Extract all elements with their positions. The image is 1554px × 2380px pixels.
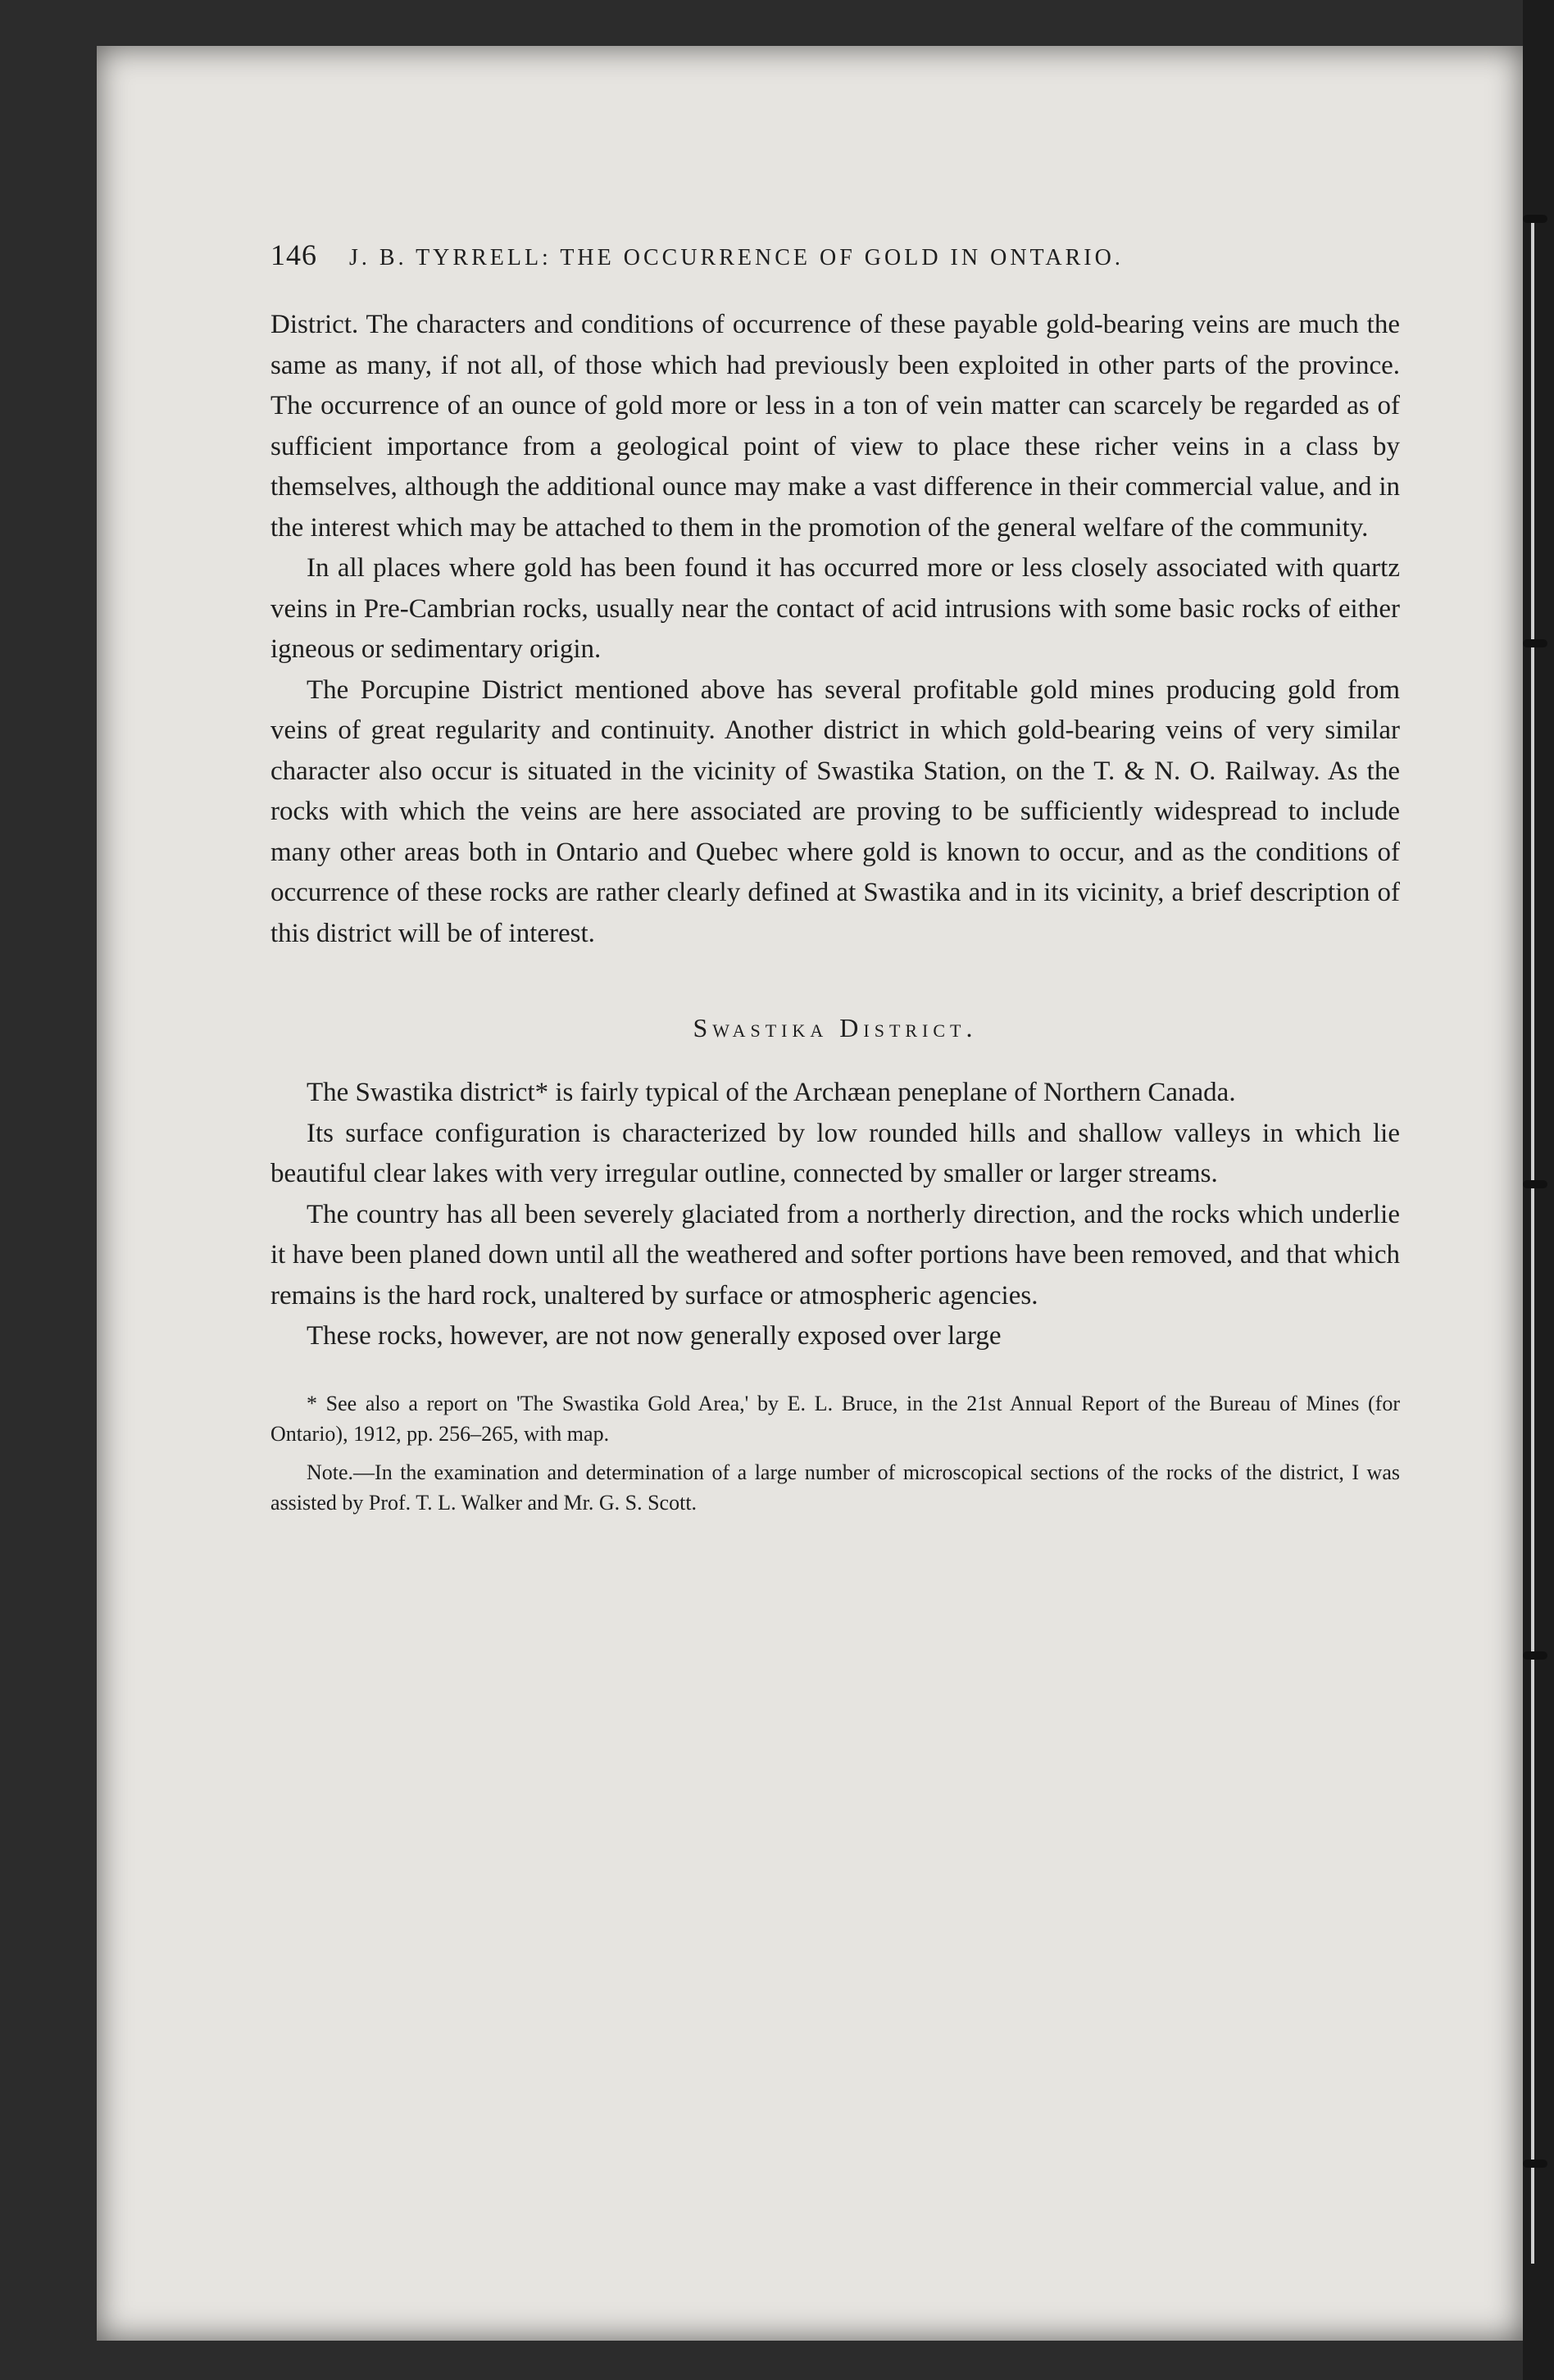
page-divider-line [1531, 215, 1534, 2264]
binding-mark [1523, 1180, 1547, 1188]
footnote: * See also a report on 'The Swastika Gold Area,' by E. L. Bruce, in the 21st Annual Report of the Bureau of Mines (for Ontario), 1912, pp. 256–265, with map. [270, 1391, 1400, 1446]
binding-mark [1523, 2160, 1547, 2168]
page-number: 146 [270, 238, 317, 271]
page-content [270, 238, 1400, 1526]
adjacent-page-edge [1523, 0, 1554, 2380]
body-paragraph: The Swastika district* is fairly typical of the Archæan peneplane of Northern Canada. [307, 1078, 1236, 1107]
body-paragraph: In all places where gold has been found it has occurred more or less closely associated with quartz veins in Pre-Cambrian rocks, usually near the contact of acid intrusions with some basic rocks of either igneous or sedimentary origin. [270, 553, 1400, 664]
body-paragraph: District. The characters and conditions of occurrence of these payable gold-bearing veins are much the same as many, if not all, of those which had previously been exploited in other parts of the province. The occurrence of an ounce of gold more or less in a ton of vein matter can scarcely be regarded as of sufficient importance from a geological point of view to place these richer veins in a class by themselves, although the additional ounce may make a vast difference in their commercial value, and in the interest which may be attached to them in the promotion of the general welfare of the community. [270, 310, 1400, 543]
body-paragraph: Its surface configuration is characterized by low rounded hills and shallow valleys in which lie beautiful clear lakes with very irregular outline, connected by smaller or larger streams. [270, 1118, 1400, 1188]
binding-mark [1523, 1651, 1547, 1660]
body-paragraph: These rocks, however, are not now generally exposed over large [307, 1321, 1002, 1351]
running-title: J. B. TYRRELL: THE OCCURRENCE OF GOLD IN ONTARIO. [349, 245, 1124, 270]
running-header [270, 238, 1400, 272]
binding-mark [1523, 639, 1547, 647]
body-paragraph: The Porcupine District mentioned above has several profitable gold mines producing gold from veins of great regularity and continuity. Another district in which gold-bearing veins of very similar character also occur is situated in the vicinity of Swastika Station, on the T. & N. O. Railway. As the rocks with which the veins are here associated are proving to be sufficiently widespread to include many other areas both in Ontario and Quebec where gold is known to occur, and as the conditions of occurrence of these rocks are rather clearly defined at Swastika and in its vicinity, a brief description of this district will be of interest. [270, 674, 1400, 948]
footnote: Note.—In the examination and determination of a large number of microscopical sections of the rocks of the district, I was assisted by Prof. T. L. Walker and Mr. G. S. Scott. [270, 1460, 1400, 1515]
body-paragraph: The country has all been severely glaciated from a northerly direction, and the rocks which underlie it have been planed down until all the weathered and softer portions have been removed, and that which remains is the hard rock, unaltered by surface or atmospheric agencies. [270, 1199, 1400, 1310]
section-heading: Swastika District. [693, 1013, 978, 1042]
binding-mark [1523, 215, 1547, 223]
footnotes [270, 1388, 1400, 1518]
